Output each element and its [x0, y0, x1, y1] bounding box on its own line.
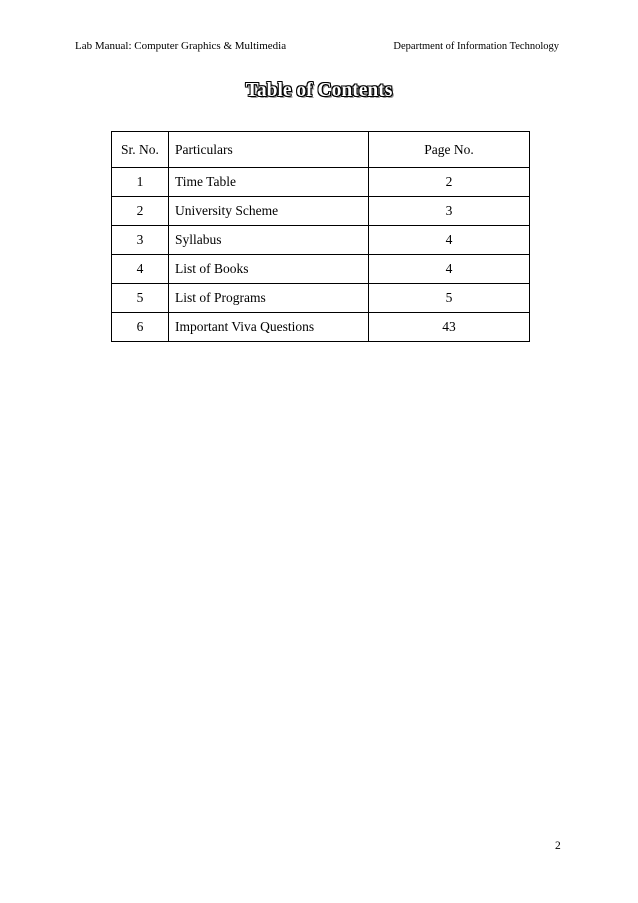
row-page-no: 43	[369, 313, 530, 342]
row-particulars: Time Table	[169, 168, 369, 197]
row-sr-no: 5	[112, 284, 169, 313]
table-row	[112, 226, 530, 255]
row-particulars: University Scheme	[169, 197, 369, 226]
table-row	[112, 197, 530, 226]
header-right-department: Department of Information Technology	[393, 41, 559, 52]
contents-table	[111, 131, 530, 342]
row-page-no: 4	[369, 226, 530, 255]
row-sr-no: 4	[112, 255, 169, 284]
column-header-page-no: Page No.	[369, 132, 530, 168]
header-left-title: Lab Manual: Computer Graphics & Multimedia	[75, 40, 287, 52]
column-header-sr-no: Sr. No.	[112, 132, 169, 168]
table-row	[112, 313, 530, 342]
row-page-no: 2	[369, 168, 530, 197]
row-page-no: 3	[369, 197, 530, 226]
row-sr-no: 6	[112, 313, 169, 342]
table-header-row	[112, 132, 530, 168]
table-row	[112, 168, 530, 197]
page-number: 2	[555, 840, 561, 852]
column-header-particulars: Particulars	[169, 132, 369, 168]
row-particulars: Important Viva Questions	[169, 313, 369, 342]
row-page-no: 4	[369, 255, 530, 284]
page-title: Table of Contents	[245, 80, 393, 101]
row-particulars: List of Books	[169, 255, 369, 284]
row-sr-no: 1	[112, 168, 169, 197]
row-sr-no: 2	[112, 197, 169, 226]
row-particulars: List of Programs	[169, 284, 369, 313]
table-row	[112, 255, 530, 284]
table-row	[112, 284, 530, 313]
row-particulars: Syllabus	[169, 226, 369, 255]
row-sr-no: 3	[112, 226, 169, 255]
row-page-no: 5	[369, 284, 530, 313]
